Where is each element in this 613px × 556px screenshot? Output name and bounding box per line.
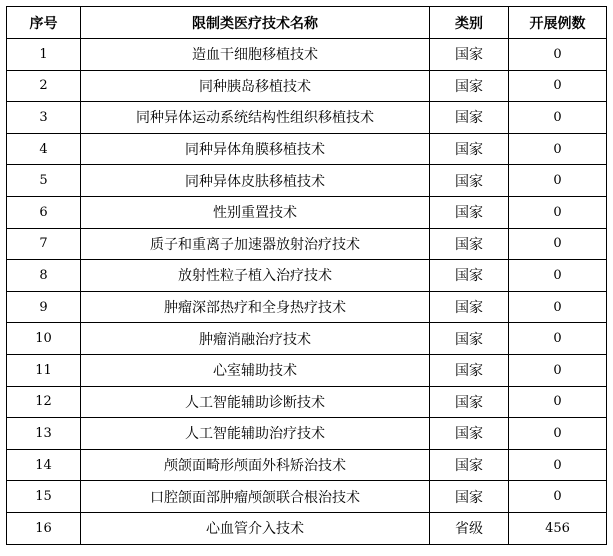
- row-name: 同种异体皮肤移植技术: [81, 165, 430, 197]
- row-index: 6: [7, 196, 81, 228]
- table-row: [7, 386, 607, 418]
- header-name: 限制类医疗技术名称: [81, 7, 430, 39]
- row-name: 同种异体角膜移植技术: [81, 133, 430, 165]
- row-name: 同种胰岛移植技术: [81, 70, 430, 102]
- row-category: 国家: [430, 102, 509, 134]
- row-index: 9: [7, 291, 81, 323]
- row-name: 心血管介入技术: [81, 512, 430, 544]
- row-category: 国家: [430, 323, 509, 355]
- table-row: [7, 228, 607, 260]
- row-name: 人工智能辅助诊断技术: [81, 386, 430, 418]
- row-index: 10: [7, 323, 81, 355]
- row-category: 国家: [430, 133, 509, 165]
- row-index: 12: [7, 386, 81, 418]
- header-category: 类别: [430, 7, 509, 39]
- row-category: 国家: [430, 449, 509, 481]
- row-index: 1: [7, 39, 81, 71]
- header-index: 序号: [7, 7, 81, 39]
- row-category: 国家: [430, 481, 509, 513]
- table-row: [7, 481, 607, 513]
- table-row: [7, 70, 607, 102]
- row-index: 7: [7, 228, 81, 260]
- table-row: [7, 323, 607, 355]
- row-count: 0: [509, 133, 607, 165]
- row-index: 5: [7, 165, 81, 197]
- row-count: 0: [509, 386, 607, 418]
- row-index: 4: [7, 133, 81, 165]
- row-index: 14: [7, 449, 81, 481]
- row-index: 3: [7, 102, 81, 134]
- row-count: 0: [509, 196, 607, 228]
- row-count: 456: [509, 512, 607, 544]
- row-count: 0: [509, 449, 607, 481]
- row-count: 0: [509, 102, 607, 134]
- row-name: 放射性粒子植入治疗技术: [81, 260, 430, 292]
- table-row: [7, 196, 607, 228]
- row-category: 国家: [430, 196, 509, 228]
- row-name: 肿瘤深部热疗和全身热疗技术: [81, 291, 430, 323]
- row-category: 国家: [430, 418, 509, 450]
- row-category: 国家: [430, 386, 509, 418]
- row-name: 质子和重离子加速器放射治疗技术: [81, 228, 430, 260]
- header-count: 开展例数: [509, 7, 607, 39]
- row-count: 0: [509, 70, 607, 102]
- table-row: [7, 291, 607, 323]
- row-count: 0: [509, 481, 607, 513]
- row-index: 15: [7, 481, 81, 513]
- row-category: 国家: [430, 39, 509, 71]
- row-category: 省级: [430, 512, 509, 544]
- row-category: 国家: [430, 354, 509, 386]
- row-count: 0: [509, 165, 607, 197]
- row-index: 11: [7, 354, 81, 386]
- table-row: [7, 102, 607, 134]
- row-category: 国家: [430, 260, 509, 292]
- row-name: 同种异体运动系统结构性组织移植技术: [81, 102, 430, 134]
- row-name: 口腔颌面部肿瘤颅颌联合根治技术: [81, 481, 430, 513]
- table-row: [7, 354, 607, 386]
- table-header-row: [7, 7, 607, 39]
- row-index: 13: [7, 418, 81, 450]
- row-name: 肿瘤消融治疗技术: [81, 323, 430, 355]
- row-name: 人工智能辅助治疗技术: [81, 418, 430, 450]
- table-row: [7, 39, 607, 71]
- row-name: 性别重置技术: [81, 196, 430, 228]
- row-count: 0: [509, 228, 607, 260]
- row-name: 造血干细胞移植技术: [81, 39, 430, 71]
- row-count: 0: [509, 39, 607, 71]
- row-category: 国家: [430, 165, 509, 197]
- table-row: [7, 165, 607, 197]
- row-index: 8: [7, 260, 81, 292]
- row-index: 2: [7, 70, 81, 102]
- table-row: [7, 133, 607, 165]
- table-row: [7, 260, 607, 292]
- row-count: 0: [509, 323, 607, 355]
- row-name: 心室辅助技术: [81, 354, 430, 386]
- row-count: 0: [509, 354, 607, 386]
- row-count: 0: [509, 291, 607, 323]
- restricted-tech-table: [6, 6, 607, 545]
- row-index: 16: [7, 512, 81, 544]
- row-category: 国家: [430, 291, 509, 323]
- table-row: [7, 512, 607, 544]
- row-name: 颅颌面畸形颅面外科矫治技术: [81, 449, 430, 481]
- row-category: 国家: [430, 228, 509, 260]
- row-count: 0: [509, 418, 607, 450]
- table-row: [7, 418, 607, 450]
- table-row: [7, 449, 607, 481]
- row-count: 0: [509, 260, 607, 292]
- row-category: 国家: [430, 70, 509, 102]
- table-body: [7, 39, 607, 545]
